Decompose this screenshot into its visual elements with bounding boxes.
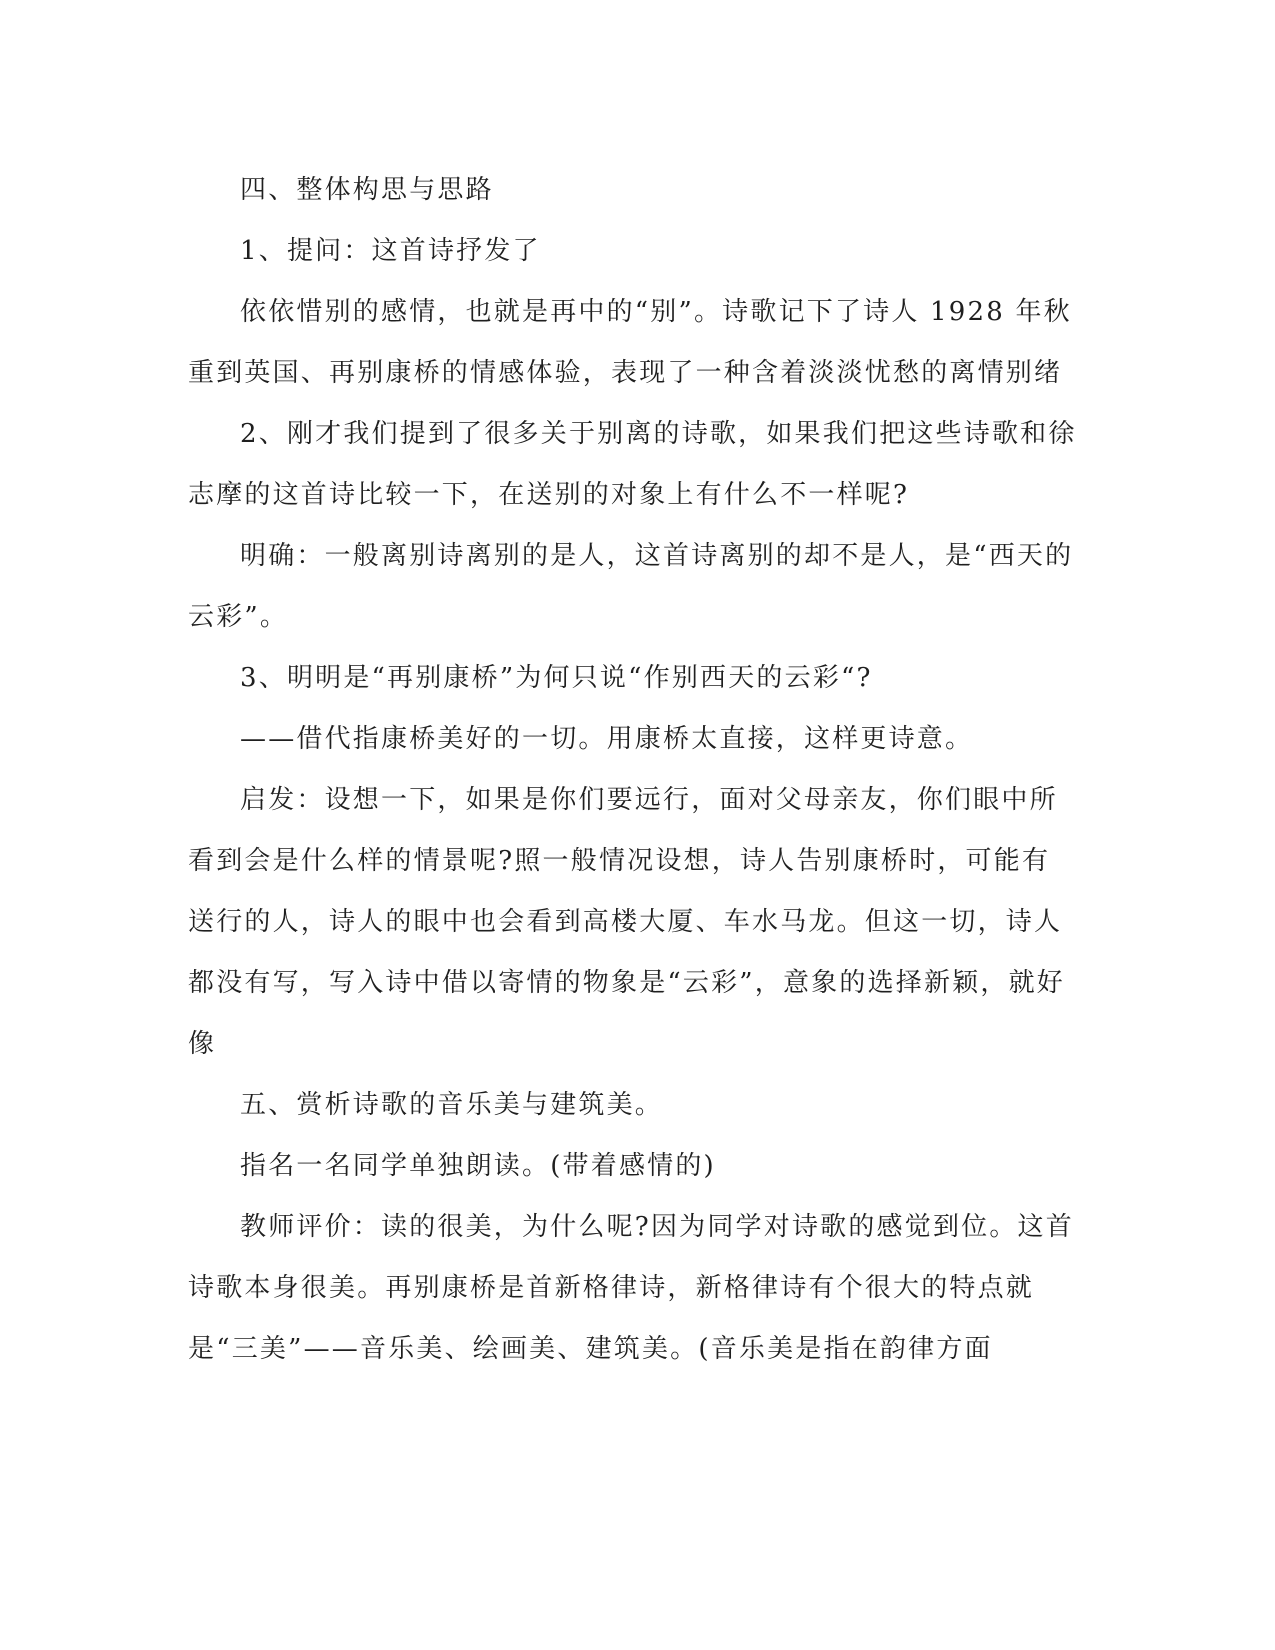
section-heading-five: 五、赏析诗歌的音乐美与建筑美。 [240, 1090, 664, 1120]
clarification-paragraph: 明确：一般离别诗离别的是人，这首诗离别的却不是人，是“西天的云彩”。 [188, 541, 1074, 632]
teacher-evaluation-paragraph: 教师评价：读的很美，为什么呢?因为同学对诗歌的感觉到位。这首诗歌本身很美。再别康桥是首新格律诗，新格律诗有个很大的特点就是“三美”——音乐美、绘画美、建筑美。(音乐美是指在韵律方面 [188, 1212, 1074, 1364]
answer-one-paragraph: 依依惜别的感情，也就是再中的“别”。诗歌记下了诗人 1928 年秋重到英国、再别康桥的情感体验，表现了一种含着淡淡忧愁的离情别绪 [188, 297, 1072, 388]
inspiration-paragraph: 启发：设想一下，如果是你们要远行，面对父母亲友，你们眼中所看到会是什么样的情景呢?照一般情况设想，诗人告别康桥时，可能有送行的人，诗人的眼中也会看到高楼大厦、车水马龙。但这一切，诗人都没有写，写入诗中借以寄情的物象是“云彩”，意象的选择新颖，就好像 [188, 785, 1065, 1059]
question-three: 3、明明是“再别康桥”为何只说“作别西天的云彩“? [240, 663, 873, 693]
reading-instruction: 指名一名同学单独朗读。(带着感情的) [240, 1151, 716, 1181]
question-two: 2、刚才我们提到了很多关于别离的诗歌，如果我们把这些诗歌和徐志摩的这首诗比较一下，在送别的对象上有什么不一样呢? [188, 419, 1077, 510]
question-one: 1、提问：这首诗抒发了 [240, 236, 541, 266]
answer-three-paragraph: ——借代指康桥美好的一切。用康桥太直接，这样更诗意。 [240, 724, 974, 754]
section-heading-four: 四、整体构思与思路 [240, 175, 494, 205]
document-body [188, 160, 1078, 1380]
